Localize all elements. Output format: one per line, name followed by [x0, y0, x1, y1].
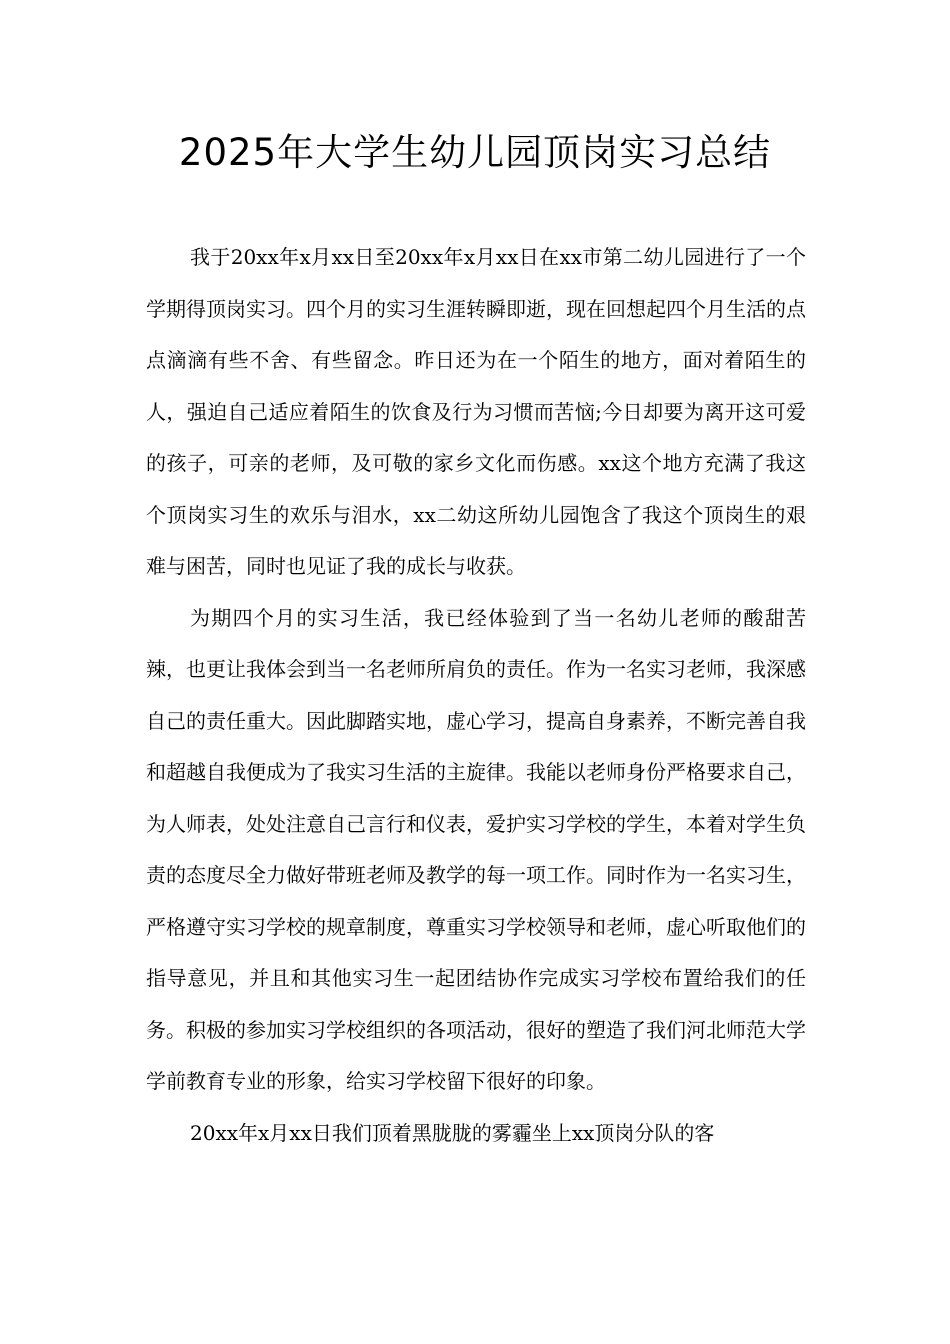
paragraph-2: 为期四个月的实习生活，我已经体验到了当一名幼儿老师的酸甜苦辣，也更让我体会到当一名老师所肩负的责任。作为一名实习老师，我深感自己的责任重大。因此脚踏实地，虚心学习，提高自身素养，不断完善自我和超越自我便成为了我实习生活的主旋律。我能以老师身份严格要求自己，为人师表，处处注意自己言行和仪表，爱护实习学校的学生，本着对学生负责的态度尽全力做好带班老师及教学的每一项工作。同时作为一名实习生，严格遵守实习学校的规章制度，尊重实习学校领导和老师，虚心听取他们的指导意见，并且和其他实习生一起团结协作完成实习学校布置给我们的任务。积极的参加实习学校组织的各项活动，很好的塑造了我们河北师范大学学前教育专业的形象，给实习学校留下很好的印象。	[146, 605, 806, 1093]
paragraph-3: 20xx年x月xx日我们顶着黑胧胧的雾霾坐上xx顶岗分队的客	[190, 1120, 715, 1145]
document-body	[146, 232, 806, 1159]
document-title: 2025年大学生幼儿园顶岗实习总结	[178, 131, 772, 174]
paragraph-1: 我于20xx年x月xx日至20xx年x月xx日在xx市第二幼儿园进行了一个学期得顶岗实习。四个月的实习生涯转瞬即逝，现在回想起四个月生活的点点滴滴有些不舍、有些留念。昨日还为在一个陌生的地方，面对着陌生的人，强迫自己适应着陌生的饮食及行为习惯而苦恼;今日却要为离开这可爱的孩子，可亲的老师，及可敬的家乡文化而伤感。xx这个地方充满了我这个顶岗实习生的欢乐与泪水，xx二幼这所幼儿园饱含了我这个顶岗生的艰难与困苦，同时也见证了我的成长与收获。	[146, 245, 806, 578]
